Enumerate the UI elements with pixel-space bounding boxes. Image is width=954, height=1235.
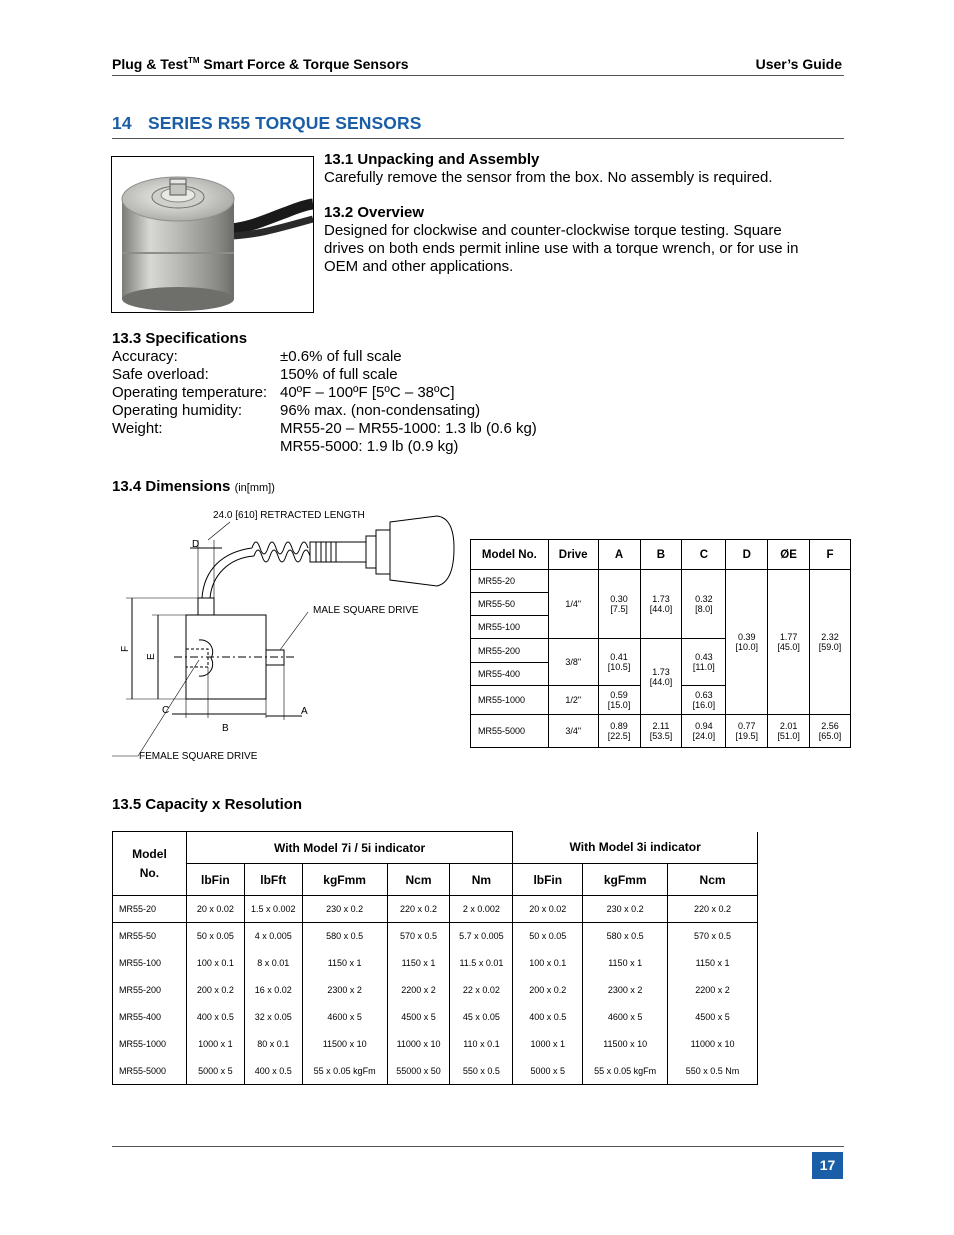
- unpacking-heading: 13.1 Unpacking and Assembly: [324, 151, 540, 168]
- column-header: kgFmm: [583, 864, 668, 896]
- column-header: Model No.: [471, 540, 549, 570]
- spec-row: Operating temperature: 40ºF – 100ºF [5ºC – 38ºC]: [112, 384, 455, 401]
- section-rule: [112, 138, 844, 139]
- value-cell: 230 x 0.2: [302, 896, 387, 923]
- c-cell: 0.43 [11.0]: [682, 639, 726, 686]
- column-header: Ncm: [387, 864, 450, 896]
- page-number: 17: [812, 1152, 843, 1179]
- column-header: lbFin: [513, 864, 583, 896]
- column-header: C: [682, 540, 726, 570]
- value-cell: 5000 x 5: [186, 1058, 244, 1085]
- table-row: [113, 977, 758, 1004]
- retracted-length-label: 24.0 [610] RETRACTED LENGTH: [213, 510, 365, 521]
- document-title: Plug & Test™ Smart Force & Torque Sensors: [112, 56, 409, 72]
- value-cell: 16 x 0.02: [244, 977, 302, 1004]
- value-cell: 55 x 0.05 kgFm: [583, 1058, 668, 1085]
- header-rule: [112, 75, 844, 76]
- value-cell: 1150 x 1: [668, 950, 758, 977]
- value-cell: 80 x 0.1: [244, 1031, 302, 1058]
- dimensions-table: [470, 539, 851, 748]
- table-row: [113, 950, 758, 977]
- c-cell: 0.63 [16.0]: [682, 686, 726, 715]
- guide-label: User’s Guide: [755, 56, 842, 72]
- table-row: [113, 923, 758, 950]
- value-cell: 200 x 0.2: [513, 977, 583, 1004]
- model-cell: MR55-400: [113, 1004, 187, 1031]
- drive-cell: 1/4": [548, 570, 598, 639]
- value-cell: 2200 x 2: [387, 977, 450, 1004]
- sensor-photo: [111, 156, 314, 313]
- model-cell: MR55-20: [113, 896, 187, 923]
- column-header: F: [810, 540, 851, 570]
- model-cell: MR55-1000: [113, 1031, 187, 1058]
- value-cell: 1.5 x 0.002: [244, 896, 302, 923]
- value-cell: 570 x 0.5: [668, 923, 758, 950]
- value-cell: 100 x 0.1: [186, 950, 244, 977]
- group-header-3i: With Model 3i indicator: [513, 832, 758, 864]
- specs-heading: 13.3 Specifications: [112, 330, 248, 347]
- a-cell: 0.30 [7.5]: [598, 570, 640, 639]
- c-cell: 0.94 [24.0]: [682, 715, 726, 748]
- value-cell: 110 x 0.1: [450, 1031, 513, 1058]
- unpacking-text: Carefully remove the sensor from the box. No assembly is required.: [324, 169, 773, 186]
- spec-row: Weight: MR55-20 – MR55-1000: 1.3 lb (0.6 kg): [112, 420, 537, 437]
- value-cell: 580 x 0.5: [302, 923, 387, 950]
- dim-f-label: F: [120, 645, 131, 652]
- value-cell: 11.5 x 0.01: [450, 950, 513, 977]
- value-cell: 2300 x 2: [583, 977, 668, 1004]
- table-row: [113, 896, 758, 923]
- a-cell: 0.59 [15.0]: [598, 686, 640, 715]
- value-cell: 1150 x 1: [387, 950, 450, 977]
- column-header: ØE: [768, 540, 810, 570]
- value-cell: 570 x 0.5: [387, 923, 450, 950]
- value-cell: 22 x 0.02: [450, 977, 513, 1004]
- column-header: Ncm: [668, 864, 758, 896]
- b-cell: 2.11 [53.5]: [640, 715, 682, 748]
- model-cell: MR55-50: [113, 923, 187, 950]
- dim-a-label: A: [301, 706, 308, 717]
- value-cell: 4600 x 5: [302, 1004, 387, 1031]
- value-cell: 50 x 0.05: [186, 923, 244, 950]
- value-cell: 400 x 0.5: [244, 1058, 302, 1085]
- b-cell: 1.73 [44.0]: [640, 570, 682, 639]
- a-cell: 0.41 [10.5]: [598, 639, 640, 686]
- spec-row: MR55-5000: 1.9 lb (0.9 kg): [280, 438, 459, 455]
- value-cell: 200 x 0.2: [186, 977, 244, 1004]
- value-cell: 1000 x 1: [186, 1031, 244, 1058]
- value-cell: 11000 x 10: [387, 1031, 450, 1058]
- spec-row: Operating humidity: 96% max. (non-condensating): [112, 402, 481, 419]
- value-cell: 11500 x 10: [583, 1031, 668, 1058]
- value-cell: 2200 x 2: [668, 977, 758, 1004]
- model-cell: MR55-100: [471, 616, 549, 639]
- value-cell: 4500 x 5: [668, 1004, 758, 1031]
- a-cell: 0.89 [22.5]: [598, 715, 640, 748]
- dim-d-label: D: [192, 539, 200, 550]
- column-header: D: [726, 540, 768, 570]
- model-cell: MR55-5000: [471, 715, 549, 748]
- value-cell: 5000 x 5: [513, 1058, 583, 1085]
- value-cell: 550 x 0.5: [450, 1058, 513, 1085]
- section-title: 14 SERIES R55 TORQUE SENSORS: [112, 113, 422, 133]
- value-cell: 32 x 0.05: [244, 1004, 302, 1031]
- d-cell: 0.77 [19.5]: [726, 715, 768, 748]
- table-row: [113, 1058, 758, 1085]
- value-cell: 230 x 0.2: [583, 896, 668, 923]
- model-cell: MR55-5000: [113, 1058, 187, 1085]
- value-cell: 45 x 0.05: [450, 1004, 513, 1031]
- e-cell: 1.77 [45.0]: [768, 570, 810, 715]
- value-cell: 2300 x 2: [302, 977, 387, 1004]
- value-cell: 2 x 0.002: [450, 896, 513, 923]
- overview-line: Designed for clockwise and counter-clockwise torque testing. Square: [324, 222, 782, 239]
- column-header: lbFin: [186, 864, 244, 896]
- value-cell: 55 x 0.05 kgFm: [302, 1058, 387, 1085]
- column-header: B: [640, 540, 682, 570]
- value-cell: 55000 x 50: [387, 1058, 450, 1085]
- drive-cell: 3/8": [548, 639, 598, 686]
- table-row: [113, 1004, 758, 1031]
- model-cell: MR55-200: [471, 639, 549, 663]
- f-cell: 2.56 [65.0]: [810, 715, 851, 748]
- drive-cell: 1/2": [548, 686, 598, 715]
- value-cell: 20 x 0.02: [186, 896, 244, 923]
- column-header: Drive: [548, 540, 598, 570]
- overview-line: OEM and other applications.: [324, 258, 514, 275]
- value-cell: 580 x 0.5: [583, 923, 668, 950]
- value-cell: 5.7 x 0.005: [450, 923, 513, 950]
- model-header: Model No.: [113, 832, 187, 896]
- group-header-7i: With Model 7i / 5i indicator: [186, 832, 512, 864]
- value-cell: 400 x 0.5: [513, 1004, 583, 1031]
- f-cell: 2.32 [59.0]: [810, 570, 851, 715]
- c-cell: 0.32 [8.0]: [682, 570, 726, 639]
- overview-line: drives on both ends permit inline use with a torque wrench, or for use in: [324, 240, 799, 257]
- dimensions-heading: 13.4 Dimensions (in[mm]): [112, 478, 275, 495]
- model-cell: MR55-20: [471, 570, 549, 593]
- value-cell: 1150 x 1: [583, 950, 668, 977]
- model-cell: MR55-1000: [471, 686, 549, 715]
- d-cell: 0.39 [10.0]: [726, 570, 768, 715]
- value-cell: 4 x 0.005: [244, 923, 302, 950]
- value-cell: 550 x 0.5 Nm: [668, 1058, 758, 1085]
- model-cell: MR55-50: [471, 593, 549, 616]
- female-drive-label: FEMALE SQUARE DRIVE: [139, 751, 258, 762]
- table-row: [113, 1031, 758, 1058]
- b-cell: 1.73 [44.0]: [640, 639, 682, 715]
- capacity-table: [112, 831, 758, 1085]
- dim-b-label: B: [222, 723, 229, 734]
- value-cell: 220 x 0.2: [668, 896, 758, 923]
- male-drive-label: MALE SQUARE DRIVE: [313, 605, 419, 616]
- spec-row: Accuracy: ±0.6% of full scale: [112, 348, 402, 365]
- value-cell: 50 x 0.05: [513, 923, 583, 950]
- spec-row: Safe overload: 150% of full scale: [112, 366, 398, 383]
- value-cell: 220 x 0.2: [387, 896, 450, 923]
- value-cell: 4500 x 5: [387, 1004, 450, 1031]
- model-cell: MR55-200: [113, 977, 187, 1004]
- dimension-drawing: [112, 500, 462, 768]
- value-cell: 4600 x 5: [583, 1004, 668, 1031]
- column-header: Nm: [450, 864, 513, 896]
- column-header: kgFmm: [302, 864, 387, 896]
- footer-rule: [112, 1146, 844, 1147]
- value-cell: 400 x 0.5: [186, 1004, 244, 1031]
- e-cell: 2.01 [51.0]: [768, 715, 810, 748]
- value-cell: 11500 x 10: [302, 1031, 387, 1058]
- drive-cell: 3/4": [548, 715, 598, 748]
- value-cell: 8 x 0.01: [244, 950, 302, 977]
- value-cell: 1150 x 1: [302, 950, 387, 977]
- overview-heading: 13.2 Overview: [324, 204, 425, 221]
- column-header: A: [598, 540, 640, 570]
- capacity-heading: 13.5 Capacity x Resolution: [112, 796, 303, 813]
- value-cell: 11000 x 10: [668, 1031, 758, 1058]
- column-header: lbFft: [244, 864, 302, 896]
- value-cell: 100 x 0.1: [513, 950, 583, 977]
- model-cell: MR55-100: [113, 950, 187, 977]
- model-cell: MR55-400: [471, 663, 549, 686]
- dim-e-label: E: [146, 653, 157, 660]
- value-cell: 1000 x 1: [513, 1031, 583, 1058]
- dim-c-label: C: [162, 705, 170, 716]
- value-cell: 20 x 0.02: [513, 896, 583, 923]
